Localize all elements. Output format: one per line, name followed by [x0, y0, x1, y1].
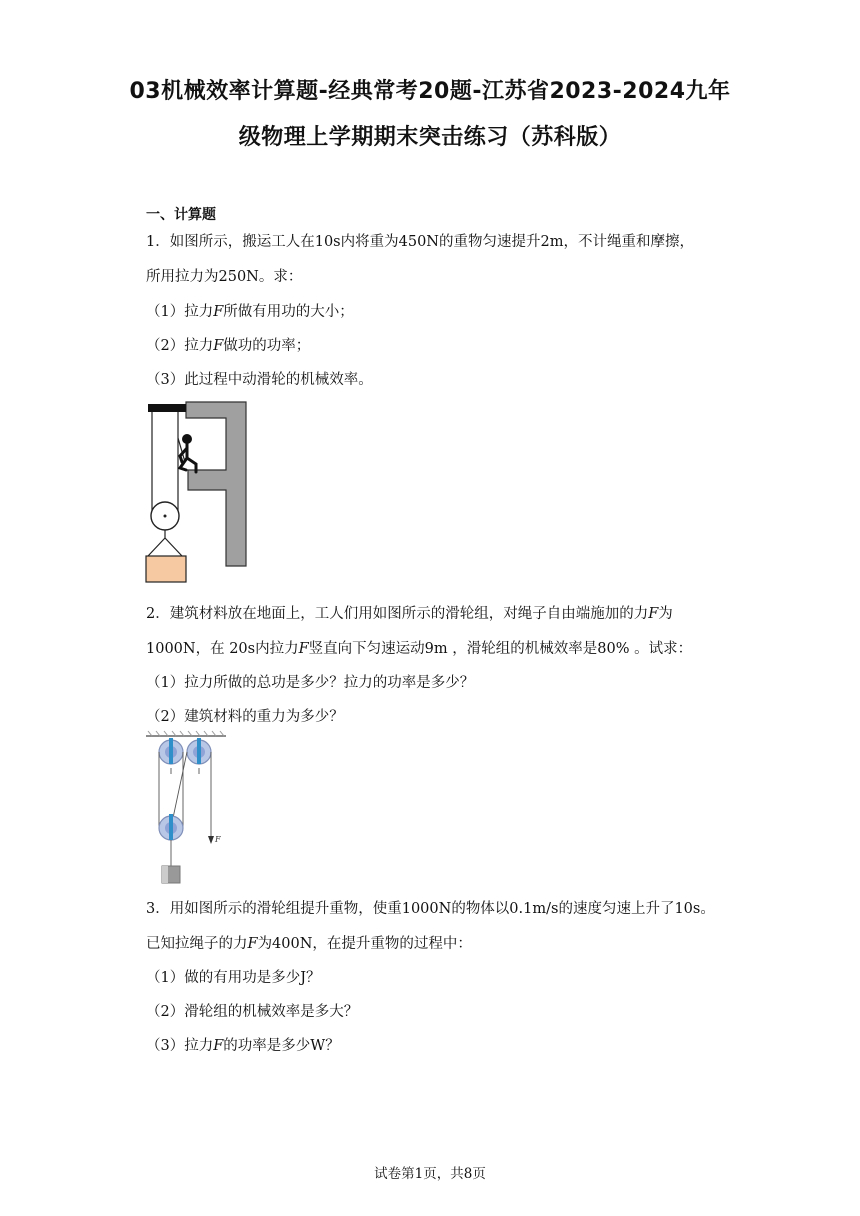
- q1-line2: 所用拉力为250N。求：: [146, 269, 303, 285]
- q1-line1: 1．如图所示，搬运工人在10s内将重为450N的重物匀速提升2m，不计绳重和摩擦，: [146, 234, 694, 250]
- q2-figure: [142, 728, 238, 888]
- q2-sub2: （2）建筑材料的重力为多少？: [146, 709, 344, 725]
- q3-sub2: （2）滑轮组的机械效率是多大？: [146, 1004, 359, 1020]
- doc-title-line2: 级物理上学期期末突击练习（苏科版）: [238, 125, 622, 150]
- q3-sub1: （1）做的有用功是多少J？: [146, 970, 321, 986]
- q3-line2: 已知拉绳子的力F为400N，在提升重物的过程中：: [146, 936, 472, 952]
- q2-line2: 1000N，在 20s内拉力F竖直向下匀速运动9m ，滑轮组的机械效率是80% 。试求：: [146, 641, 693, 657]
- q3-sub3: （3）拉力F的功率是多少W？: [146, 1038, 340, 1054]
- svg-text:F: F: [215, 835, 221, 844]
- section-heading: 一、计算题: [146, 207, 216, 223]
- page-footer: 试卷第1页，共8页: [374, 1166, 486, 1182]
- q2-sub1: （1）拉力所做的总功是多少？拉力的功率是多少？: [146, 675, 475, 691]
- q3-line1: 3．用如图所示的滑轮组提升重物，使重1000N的物体以0.1m/s的速度匀速上升了10s。: [146, 901, 715, 917]
- q1-sub1: （1）拉力F所做有用功的大小；: [146, 304, 354, 320]
- q1-figure: [140, 398, 252, 588]
- q1-sub3: （3）此过程中动滑轮的机械效率。: [146, 372, 373, 388]
- doc-title-line1: 03机械效率计算题-经典常考20题-江苏省2023-2024九年: [129, 79, 731, 104]
- q1-sub2: （2）拉力F做功的功率；: [146, 338, 311, 354]
- q2-line1: 2．建筑材料放在地面上，工人们用如图所示的滑轮组，对绳子自由端施加的力F为: [146, 606, 673, 622]
